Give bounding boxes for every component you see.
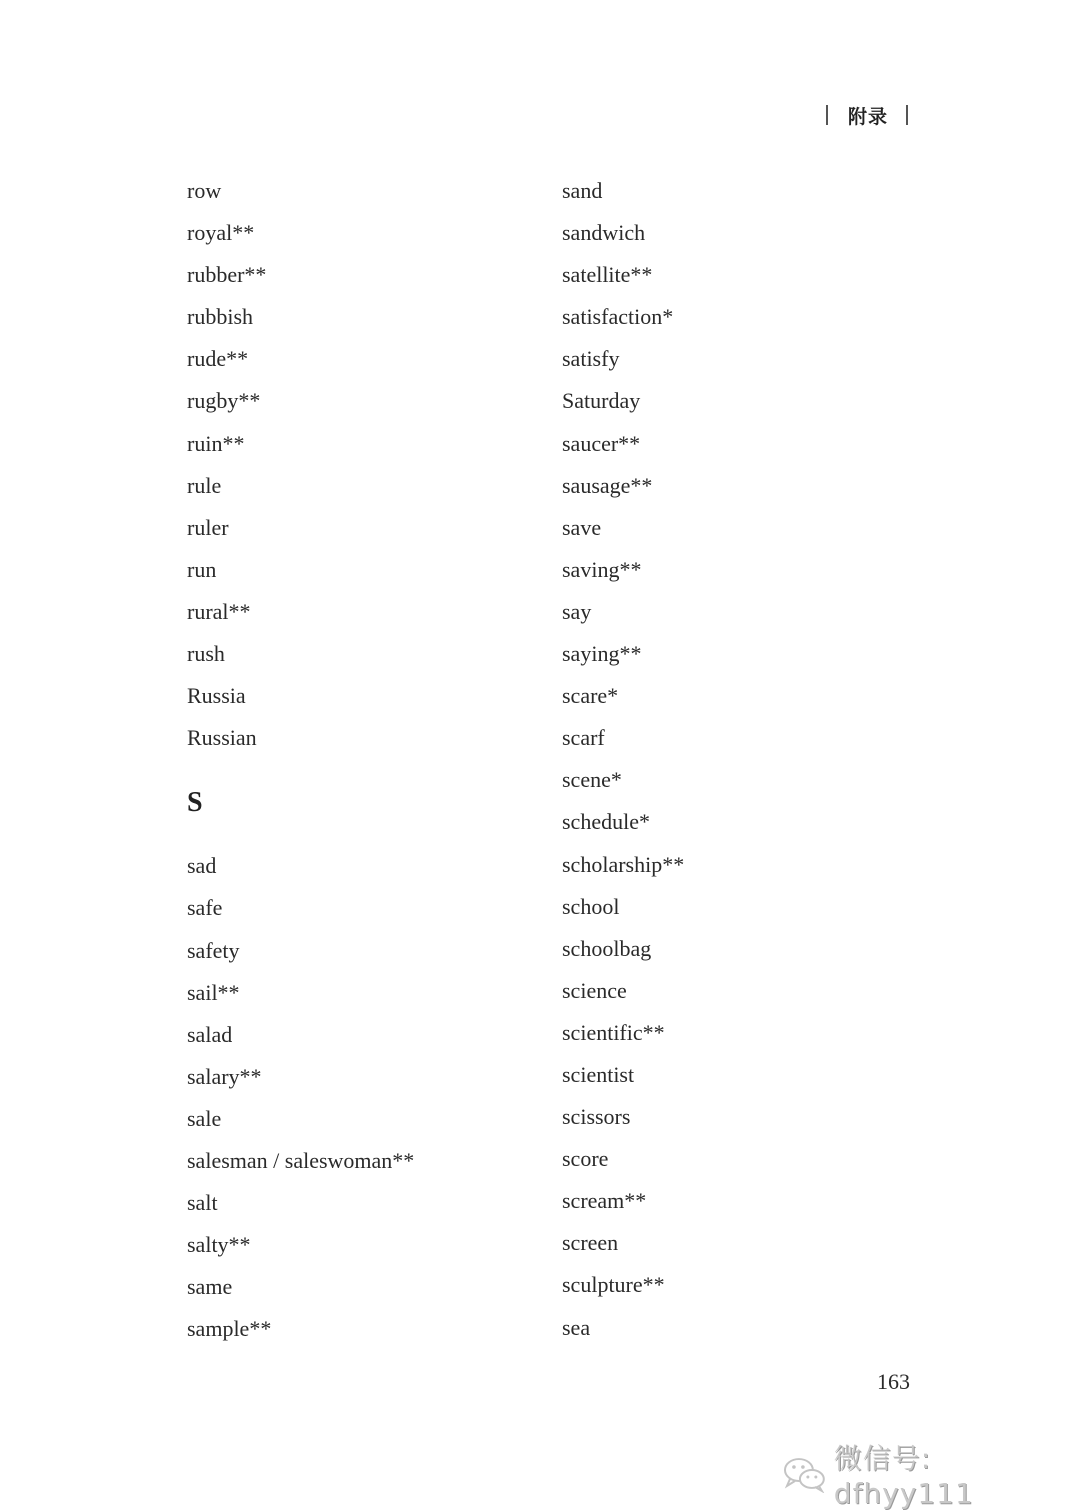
word-entry: scare*	[562, 683, 619, 709]
wechat-icon	[782, 1455, 828, 1493]
word-entry: ruin**	[187, 430, 245, 456]
word-entry: sale	[187, 1105, 222, 1131]
word-entry: rugby**	[187, 388, 261, 414]
word-entry: scissors	[562, 1104, 631, 1130]
word-entry: scientific**	[562, 1019, 665, 1045]
word-entry: ruler	[187, 514, 229, 540]
word-entry: science	[562, 977, 627, 1003]
word-entry: score	[562, 1146, 609, 1172]
word-entry: schedule*	[562, 809, 650, 835]
word-entry: rush	[187, 641, 225, 667]
word-entry: satisfaction*	[562, 304, 674, 330]
word-entry: Saturday	[562, 388, 641, 414]
word-entry: rude**	[187, 346, 249, 372]
watermark-text: 微信号: dfhyy111	[833, 1442, 974, 1510]
word-entry: say	[562, 598, 592, 624]
word-entry: saying**	[562, 641, 642, 667]
word-entry: sad	[187, 853, 217, 879]
word-entry: royal**	[187, 220, 255, 246]
word-entry: Russia	[187, 683, 246, 709]
word-entry: sail**	[187, 979, 240, 1005]
header-left-bar	[826, 105, 828, 125]
word-entry: salesman / saleswoman**	[187, 1147, 415, 1173]
word-entry: rubber**	[187, 262, 267, 288]
word-entry: sculpture**	[562, 1272, 665, 1298]
word-entry: saving**	[562, 556, 642, 582]
word-entry: salt	[187, 1190, 218, 1216]
section-heading-s: S	[187, 787, 203, 819]
word-entry: run	[187, 556, 217, 582]
word-entry: sausage**	[562, 472, 653, 498]
word-entry: sea	[562, 1314, 591, 1340]
right-word-column	[562, 170, 684, 1349]
header-right-bar	[906, 105, 908, 125]
word-entry: scarf	[562, 725, 605, 751]
word-entry: same	[187, 1274, 233, 1300]
word-entry: scientist	[562, 1061, 635, 1087]
word-entry: saucer**	[562, 430, 641, 456]
left-word-column	[187, 170, 414, 1350]
wechat-watermark	[782, 1437, 1080, 1510]
word-entry: salary**	[187, 1063, 262, 1089]
word-entry: save	[562, 514, 602, 540]
header-title: 附录	[848, 105, 889, 128]
word-entry: safety	[187, 937, 240, 963]
running-header	[826, 100, 908, 130]
word-entry: scene*	[562, 767, 622, 793]
word-entry: rubbish	[187, 304, 253, 330]
word-entry: rural**	[187, 598, 251, 624]
word-entry: satellite**	[562, 262, 653, 288]
word-entry: safe	[187, 895, 223, 921]
word-entry: salty**	[187, 1232, 251, 1258]
word-entry: school	[562, 893, 620, 919]
word-entry: schoolbag	[562, 935, 652, 961]
word-entry: sand	[562, 178, 603, 203]
word-entry: sandwich	[562, 220, 646, 246]
word-entry: rule	[187, 472, 222, 498]
word-entry: sample**	[187, 1316, 272, 1342]
word-entry: Russian	[187, 725, 257, 751]
word-entry: scholarship**	[562, 851, 685, 877]
page-number: 163	[877, 1369, 910, 1394]
word-entry: row	[187, 178, 222, 203]
word-entry: screen	[562, 1230, 619, 1256]
word-entry: scream**	[562, 1188, 647, 1214]
word-entry: satisfy	[562, 346, 620, 372]
word-entry: salad	[187, 1021, 233, 1047]
